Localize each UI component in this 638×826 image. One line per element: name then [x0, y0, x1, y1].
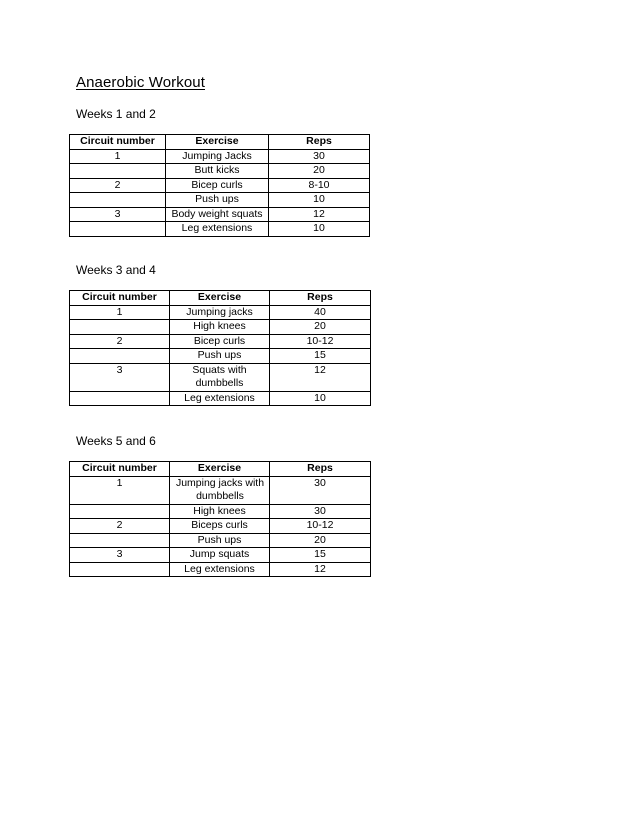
table-row — [70, 178, 370, 193]
column-header-exercise: Exercise — [170, 462, 270, 477]
table-header-row — [70, 462, 371, 477]
exercise-cell: Push ups — [170, 349, 270, 364]
page-title: Anaerobic Workout — [76, 74, 205, 91]
table-row — [70, 222, 370, 237]
reps-cell: 10-12 — [270, 334, 371, 349]
reps-cell: 15 — [270, 349, 371, 364]
table-row — [70, 164, 370, 179]
circuit-cell: 1 — [70, 149, 166, 164]
circuit-cell: 2 — [70, 334, 170, 349]
exercise-cell: High knees — [170, 504, 270, 519]
circuit-cell: 3 — [70, 207, 166, 222]
circuit-cell: 2 — [70, 519, 170, 534]
circuit-cell — [70, 164, 166, 179]
reps-cell: 8-10 — [269, 178, 370, 193]
column-header-exercise: Exercise — [166, 135, 269, 150]
table-row — [70, 320, 371, 335]
circuit-cell — [70, 349, 170, 364]
table-row — [70, 391, 371, 406]
column-header-exercise: Exercise — [170, 291, 270, 306]
reps-cell: 20 — [269, 164, 370, 179]
exercise-cell: Jump squats — [170, 548, 270, 563]
reps-cell: 10 — [269, 193, 370, 208]
circuit-cell — [70, 222, 166, 237]
table-row — [70, 207, 370, 222]
circuit-cell: 2 — [70, 178, 166, 193]
workout-table-weeks-3-4 — [69, 290, 371, 406]
exercise-cell: Push ups — [170, 533, 270, 548]
exercise-text: Jumping jacks with dumbbells — [175, 476, 265, 502]
circuit-cell: 1 — [70, 305, 170, 320]
circuit-cell — [70, 533, 170, 548]
exercise-cell — [170, 476, 270, 504]
circuit-cell — [70, 391, 170, 406]
circuit-cell — [70, 562, 170, 577]
exercise-cell: Bicep curls — [170, 334, 270, 349]
table-row — [70, 504, 371, 519]
circuit-cell: 1 — [70, 476, 170, 504]
circuit-cell: 3 — [70, 363, 170, 391]
table-row — [70, 533, 371, 548]
exercise-cell: High knees — [170, 320, 270, 335]
reps-cell: 10-12 — [270, 519, 371, 534]
column-header-circuit: Circuit number — [70, 135, 166, 150]
exercise-text: Squats with dumbbells — [192, 363, 247, 389]
table-header-row — [70, 135, 370, 150]
reps-cell: 10 — [270, 391, 371, 406]
reps-cell: 12 — [270, 562, 371, 577]
exercise-cell: Butt kicks — [166, 164, 269, 179]
exercise-cell: Biceps curls — [170, 519, 270, 534]
workout-table-weeks-5-6 — [69, 461, 371, 577]
table-row — [70, 476, 371, 504]
table-row — [70, 548, 371, 563]
reps-cell: 30 — [269, 149, 370, 164]
circuit-cell — [70, 193, 166, 208]
exercise-cell: Push ups — [166, 193, 269, 208]
table-row — [70, 149, 370, 164]
section-heading-weeks-3-4: Weeks 3 and 4 — [76, 263, 156, 277]
reps-cell: 30 — [270, 476, 371, 504]
column-header-reps: Reps — [270, 462, 371, 477]
reps-cell: 15 — [270, 548, 371, 563]
table-row — [70, 349, 371, 364]
exercise-cell: Leg extensions — [170, 562, 270, 577]
reps-cell: 40 — [270, 305, 371, 320]
exercise-cell: Jumping Jacks — [166, 149, 269, 164]
column-header-reps: Reps — [270, 291, 371, 306]
table-row — [70, 193, 370, 208]
reps-cell: 30 — [270, 504, 371, 519]
exercise-cell: Jumping jacks — [170, 305, 270, 320]
exercise-cell: Leg extensions — [170, 391, 270, 406]
exercise-cell: Bicep curls — [166, 178, 269, 193]
reps-cell: 20 — [270, 533, 371, 548]
circuit-cell — [70, 504, 170, 519]
circuit-cell — [70, 320, 170, 335]
table-row — [70, 562, 371, 577]
section-heading-weeks-1-2: Weeks 1 and 2 — [76, 107, 156, 121]
exercise-cell: Leg extensions — [166, 222, 269, 237]
table-row — [70, 519, 371, 534]
exercise-cell — [170, 363, 270, 391]
circuit-cell: 3 — [70, 548, 170, 563]
table-header-row — [70, 291, 371, 306]
reps-cell: 12 — [270, 363, 371, 391]
table-row — [70, 305, 371, 320]
exercise-cell: Body weight squats — [166, 207, 269, 222]
reps-cell: 12 — [269, 207, 370, 222]
column-header-circuit: Circuit number — [70, 462, 170, 477]
workout-table-weeks-1-2 — [69, 134, 370, 237]
reps-cell: 20 — [270, 320, 371, 335]
section-heading-weeks-5-6: Weeks 5 and 6 — [76, 434, 156, 448]
table-row — [70, 363, 371, 391]
column-header-reps: Reps — [269, 135, 370, 150]
reps-cell: 10 — [269, 222, 370, 237]
column-header-circuit: Circuit number — [70, 291, 170, 306]
table-row — [70, 334, 371, 349]
